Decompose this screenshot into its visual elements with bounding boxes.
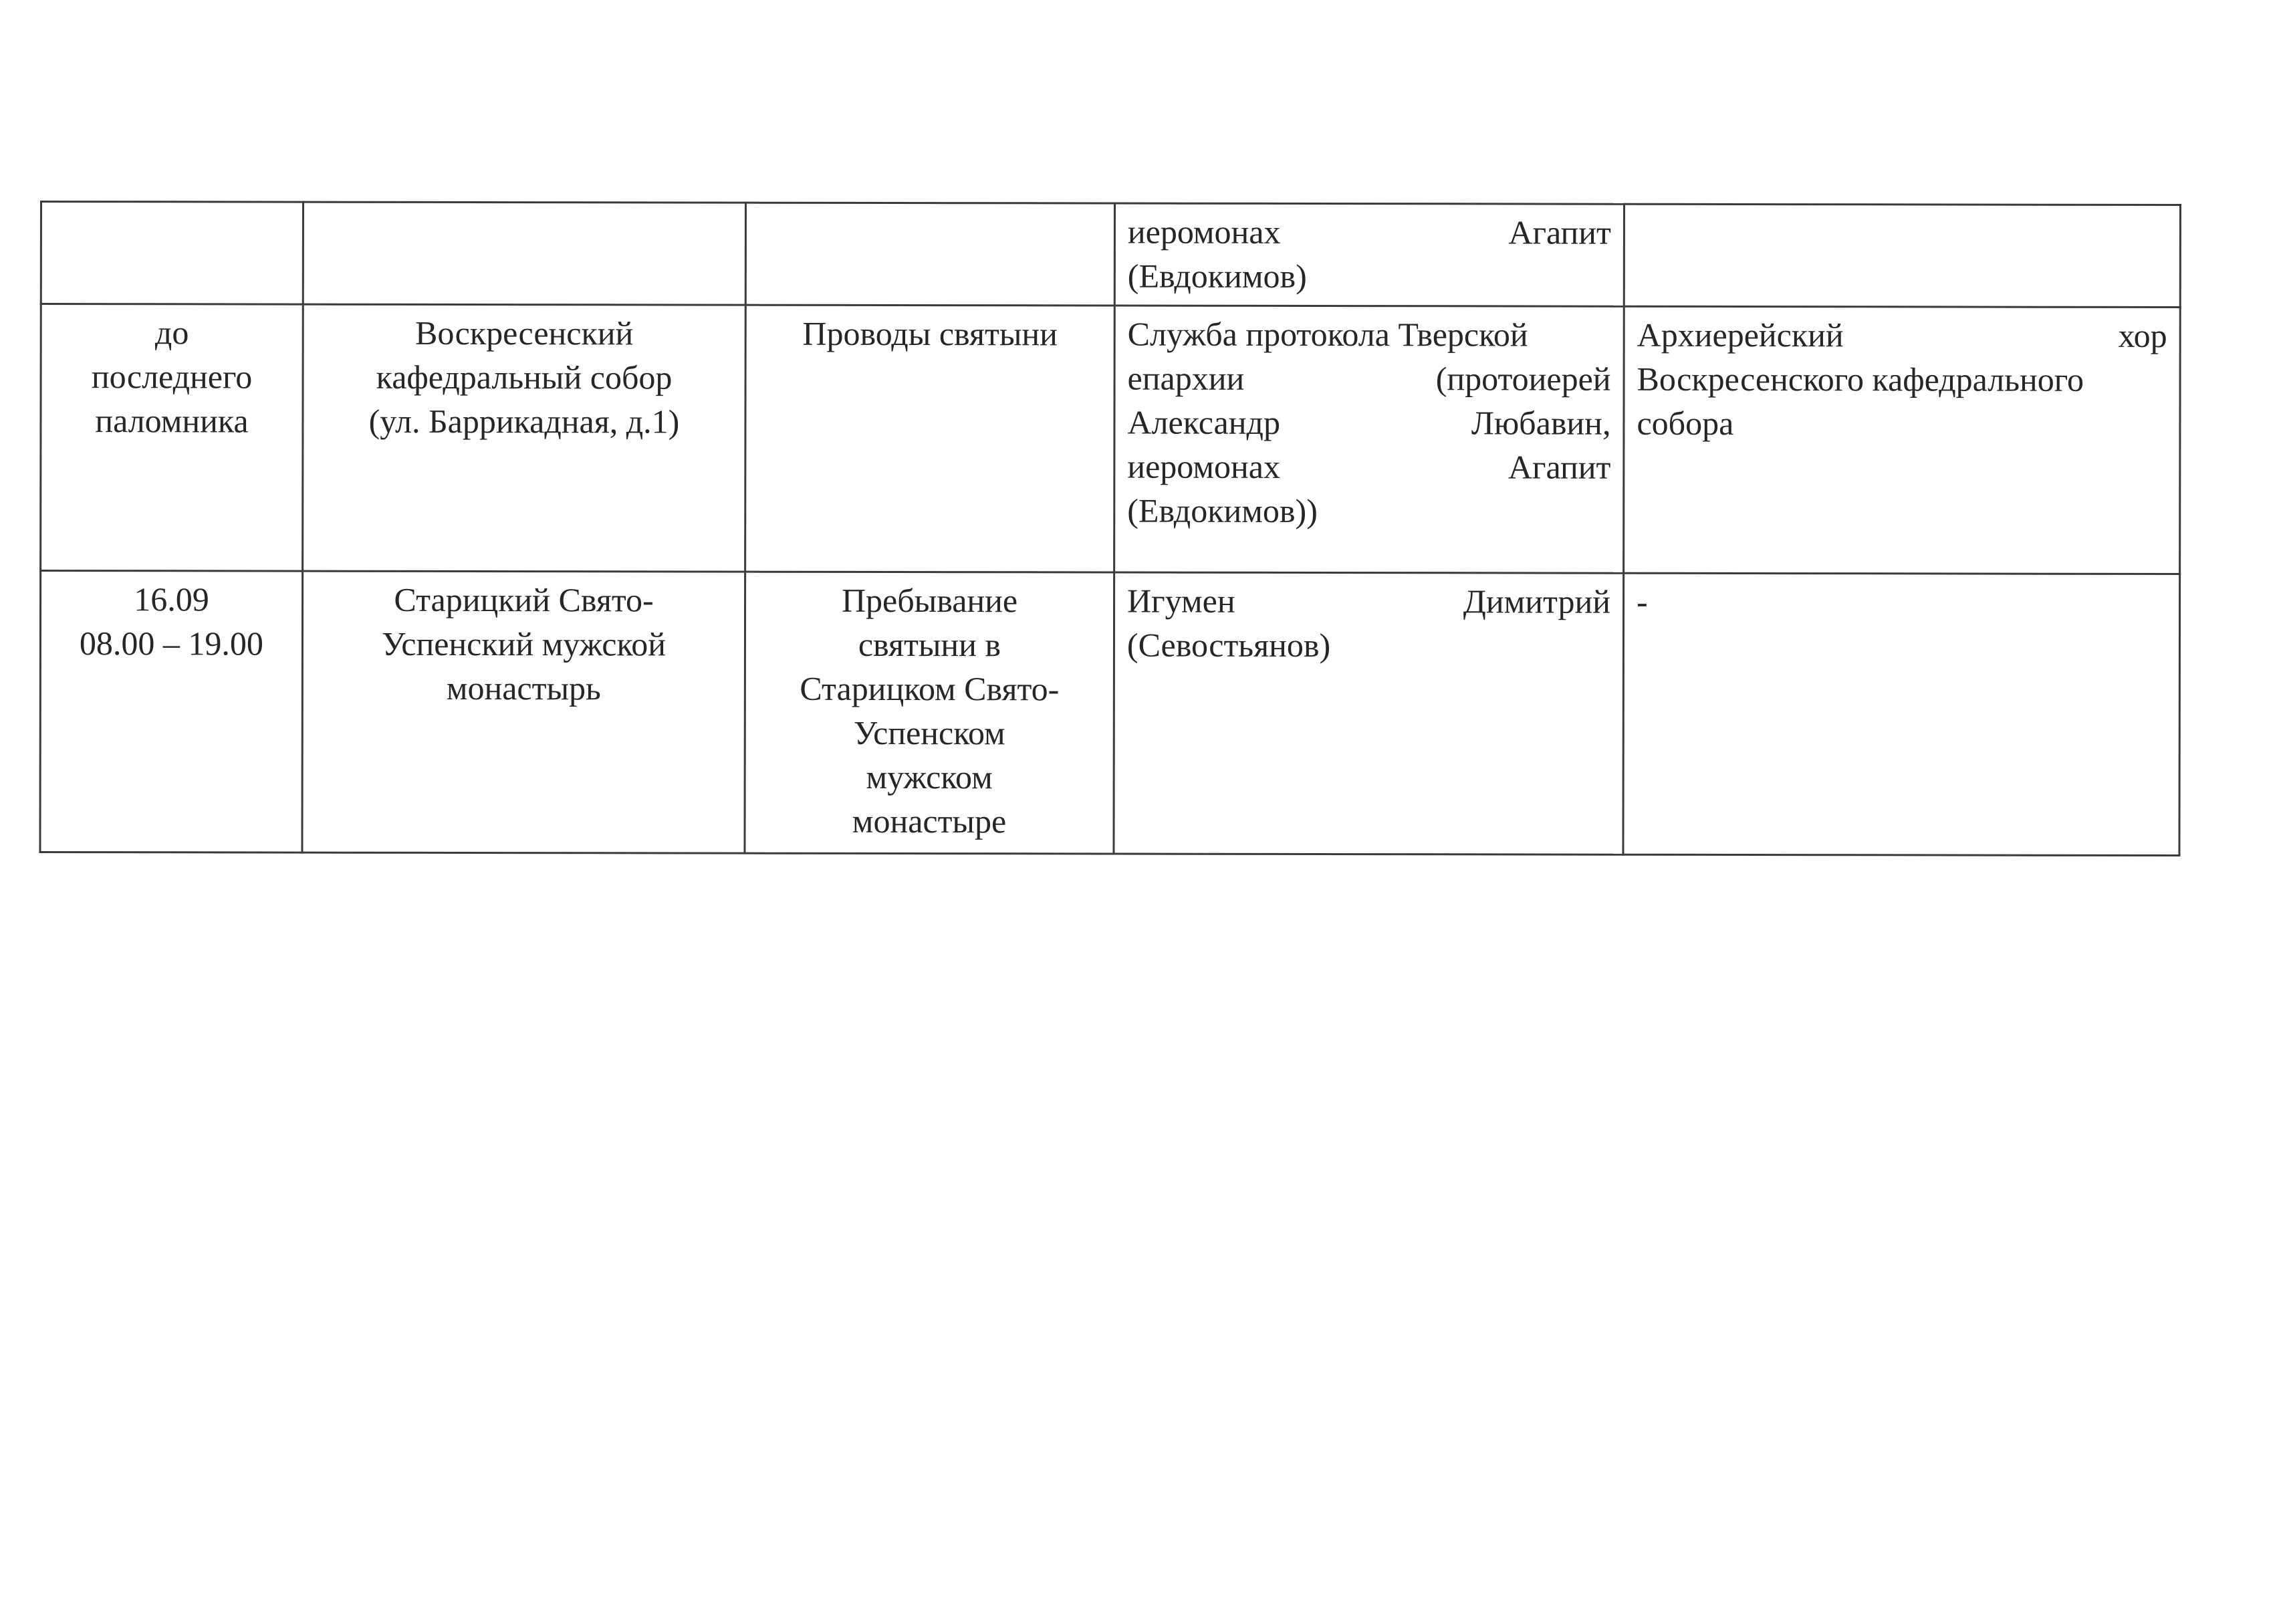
responsible-line: (Евдокимов)) xyxy=(1127,491,1318,530)
choir-cell xyxy=(1624,306,2181,574)
responsible-line xyxy=(1127,445,1610,489)
event-cell xyxy=(745,305,1115,572)
event-line: Успенском xyxy=(853,713,1005,752)
choir-cell xyxy=(1624,204,2180,307)
date-cell xyxy=(41,202,303,305)
choir-line: - xyxy=(1637,582,1648,620)
date-line: 08.00 – 19.00 xyxy=(79,624,264,663)
responsible-text: епархии xyxy=(1127,359,1245,397)
responsible-line xyxy=(1128,356,1611,401)
responsible-text: Игумен xyxy=(1127,582,1235,620)
place-line: кафедральный собор xyxy=(376,358,673,396)
place-line: Успенский мужской xyxy=(381,624,667,663)
responsible-line xyxy=(1128,210,1611,255)
table-row xyxy=(41,202,2180,308)
place-cell xyxy=(303,202,745,305)
responsible-text: Агапит xyxy=(1508,448,1611,486)
responsible-cell xyxy=(1114,572,1624,854)
date-cell xyxy=(41,304,304,572)
responsible-text: иеромонах xyxy=(1127,213,1281,251)
place-cell xyxy=(303,304,746,572)
date-line: паломника xyxy=(95,402,249,440)
event-line: Старицком Свято- xyxy=(800,669,1060,708)
place-line: Старицкий Свято- xyxy=(394,580,654,619)
responsible-text: иеромонах xyxy=(1127,447,1281,485)
date-cell xyxy=(40,571,303,853)
choir-line: Воскресенского кафедрального xyxy=(1637,360,2084,398)
place-line: (ул. Баррикадная, д.1) xyxy=(368,402,680,441)
responsible-line: (Евдокимов) xyxy=(1127,257,1307,295)
responsible-cell xyxy=(1114,306,1624,573)
choir-cell xyxy=(1623,573,2180,855)
date-line: последнего xyxy=(91,358,253,396)
event-cell xyxy=(745,203,1114,306)
schedule-table xyxy=(39,201,2181,856)
responsible-text: Любавин, xyxy=(1471,404,1611,442)
date-line: до xyxy=(154,314,189,352)
responsible-text: Агапит xyxy=(1508,213,1611,251)
event-line: мужском xyxy=(866,758,993,796)
place-line: монастырь xyxy=(446,669,601,707)
responsible-line xyxy=(1127,400,1610,445)
table-row xyxy=(40,571,2180,856)
place-cell xyxy=(302,571,745,853)
choir-line xyxy=(1637,313,2167,358)
event-line: монастыре xyxy=(852,802,1007,840)
choir-text: Архиерейский xyxy=(1637,316,1844,354)
choir-line: собора xyxy=(1637,404,1734,442)
responsible-line: (Севостьянов) xyxy=(1126,626,1331,665)
responsible-cell xyxy=(1114,203,1624,306)
event-line: святыни в xyxy=(858,625,1001,664)
date-line: 16.09 xyxy=(134,580,209,618)
responsible-text: (протоиерей xyxy=(1435,360,1611,398)
event-cell xyxy=(745,572,1114,854)
event-line: Пребывание xyxy=(841,581,1018,620)
place-line: Воскресенский xyxy=(415,314,634,352)
choir-text: хор xyxy=(2118,316,2167,354)
responsible-text: Димитрий xyxy=(1463,582,1611,620)
responsible-line xyxy=(1127,579,1610,624)
responsible-line: Служба протокола Тверской xyxy=(1127,315,1528,354)
responsible-text: Александр xyxy=(1127,403,1281,441)
table-row xyxy=(41,304,2181,574)
event-line: Проводы святыни xyxy=(802,314,1058,353)
